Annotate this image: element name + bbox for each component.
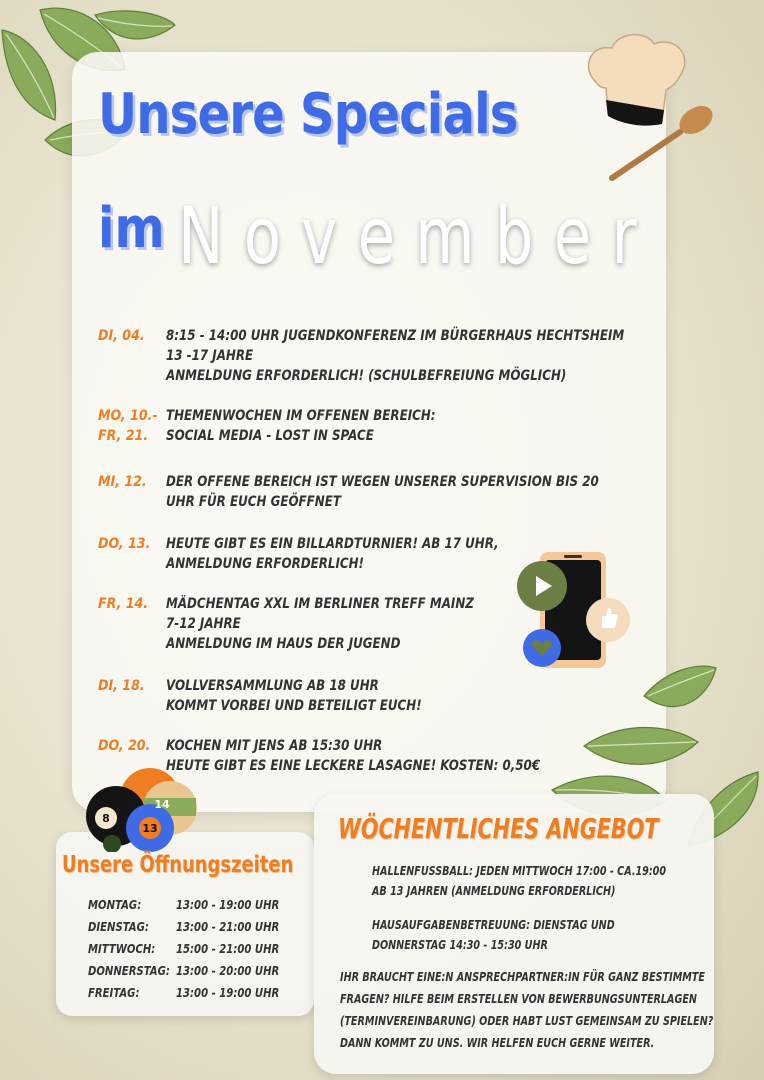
event-line: ANMELDUNG IM HAUS DER JUGEND bbox=[166, 636, 401, 652]
hours-time: 15:00 - 21:00 UHR bbox=[176, 942, 280, 956]
event-line: SOCIAL MEDIA - LOST IN SPACE bbox=[166, 428, 374, 444]
billiard-ball-8: 8 bbox=[102, 812, 110, 825]
weekly-offer-line: HALLENFUSSBALL: JEDEN MITTWOCH 17:00 - CA.19:00 bbox=[372, 864, 667, 878]
event-line: KOCHEN MIT JENS AB 15:30 UHR bbox=[166, 738, 383, 754]
event-line: UHR FÜR EUCH GEÖFFNET bbox=[166, 494, 341, 510]
title-im: im bbox=[98, 196, 165, 261]
weekly-contact-line: IHR BRAUCHT EINE:N ANSPRECHPARTNER:IN FÜR GANZ BESTIMMTE bbox=[340, 970, 705, 984]
event-description bbox=[166, 326, 725, 386]
hours-day: DIENSTAG: bbox=[88, 920, 149, 934]
billiard-balls-icon bbox=[84, 768, 200, 852]
hours-time: 13:00 - 19:00 UHR bbox=[176, 898, 280, 912]
weekly-offer-title: WÖCHENTLICHES ANGEBOT bbox=[338, 812, 659, 845]
opening-hours-row bbox=[88, 942, 308, 962]
event-description bbox=[166, 406, 495, 446]
hours-day: FREITAG: bbox=[88, 986, 140, 1000]
wooden-spoon-icon bbox=[606, 100, 716, 184]
event-line: DER OFFENE BEREICH IST WEGEN UNSERER SUPERVISION BIS 20 bbox=[166, 474, 599, 490]
event-description bbox=[166, 472, 694, 512]
opening-hours-row bbox=[88, 986, 308, 1006]
event-line: 8:15 - 14:00 UHR JUGENDKONFERENZ IM BÜRGERHAUS HECHTSHEIM bbox=[166, 328, 625, 344]
weekly-offer-line: HAUSAUFGABENBETREUUNG: DIENSTAG UND bbox=[372, 918, 615, 932]
hours-time: 13:00 - 20:00 UHR bbox=[176, 964, 280, 978]
event-line: ANMELDUNG ERFORDERLICH! (SCHULBEFREIUNG MÖGLICH) bbox=[166, 368, 567, 384]
event-description bbox=[166, 534, 572, 574]
event-description bbox=[166, 676, 478, 716]
page-title: Unsere Specials bbox=[98, 82, 518, 147]
weekly-offer-line: AB 13 JAHREN (ANMELDUNG ERFORDERLICH) bbox=[372, 884, 616, 898]
billiard-ball-14: 14 bbox=[154, 798, 170, 811]
hours-time: 13:00 - 19:00 UHR bbox=[176, 986, 280, 1000]
event-date: DO, 20. bbox=[98, 738, 151, 754]
weekly-offer-line: DONNERSTAG 14:30 - 15:30 UHR bbox=[372, 938, 548, 952]
smartphone-icon bbox=[516, 548, 636, 672]
weekly-contact-line: DANN KOMMT ZU UNS. WIR HELFEN EUCH GERNE WEITER. bbox=[340, 1036, 655, 1050]
weekly-contact-line: FRAGEN? HILFE BEIM ERSTELLEN VON BEWERBUNGSUNTERLAGEN bbox=[340, 992, 697, 1006]
hours-day: DONNERSTAG: bbox=[88, 964, 170, 978]
opening-hours-row bbox=[88, 898, 308, 918]
hours-time: 13:00 - 21:00 UHR bbox=[176, 920, 280, 934]
event-date: DI, 04. bbox=[98, 328, 145, 344]
event-date: MI, 12. bbox=[98, 474, 147, 490]
event-line: 13 -17 JAHRE bbox=[166, 348, 254, 364]
event-date: FR, 14. bbox=[98, 596, 149, 612]
event-date: MO, 10.- FR, 21. bbox=[98, 408, 158, 444]
event-line: 7-12 JAHRE bbox=[166, 616, 241, 632]
billiard-ball-13: 13 bbox=[142, 822, 158, 835]
event-line: ANMELDUNG ERFORDERLICH! bbox=[166, 556, 364, 572]
event-line: VOLLVERSAMMLUNG AB 18 UHR bbox=[166, 678, 379, 694]
event-date: DI, 18. bbox=[98, 678, 145, 694]
opening-hours-row bbox=[88, 964, 308, 984]
weekly-contact-line: (TERMINVEREINBARUNG) ODER HABT LUST GEMEINSAM ZU SPIELEN? bbox=[340, 1014, 714, 1028]
opening-hours-title: Unsere Öffnungszeiten bbox=[62, 852, 294, 878]
event-line: KOMMT VORBEI UND BETEILIGT EUCH! bbox=[166, 698, 422, 714]
title-month: November bbox=[178, 192, 657, 282]
hours-day: MITTWOCH: bbox=[88, 942, 156, 956]
event-line: MÄDCHENTAG XXL IM BERLINER TREFF MAINZ bbox=[166, 596, 474, 612]
event-description bbox=[166, 594, 542, 654]
event-line: HEUTE GIBT ES EIN BILLARDTURNIER! AB 17 UHR, bbox=[166, 536, 499, 552]
event-date: DO, 13. bbox=[98, 536, 151, 552]
opening-hours-row bbox=[88, 920, 308, 940]
hours-day: MONTAG: bbox=[88, 898, 142, 912]
event-line: THEMENWOCHEN IM OFFENEN BEREICH: bbox=[166, 408, 436, 424]
event-line: HEUTE GIBT ES EINE LECKERE LASAGNE! KOSTEN: 0,50€ bbox=[166, 758, 541, 774]
